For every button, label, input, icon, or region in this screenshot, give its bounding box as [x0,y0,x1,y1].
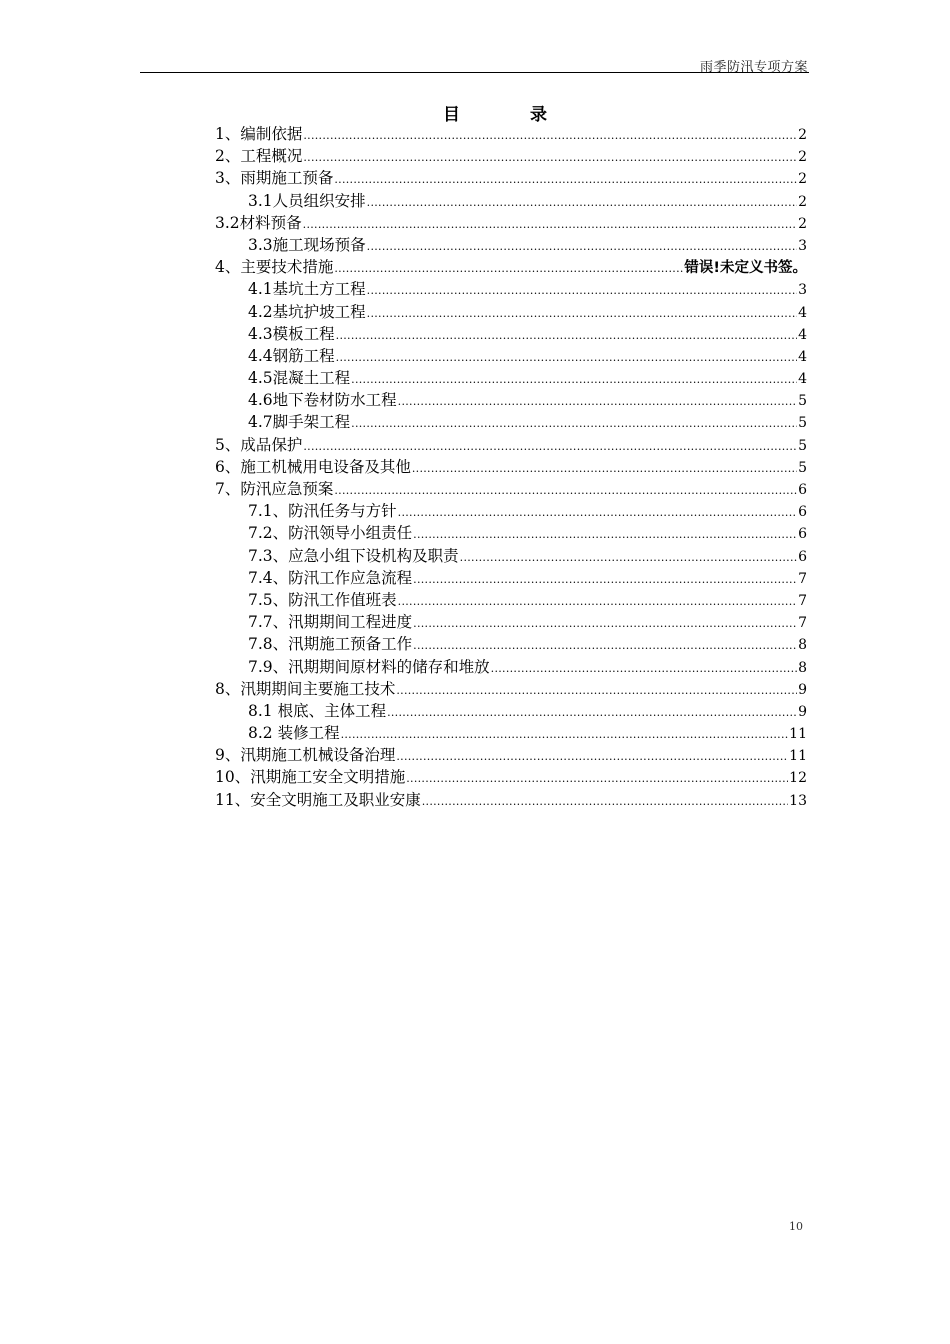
toc-entry[interactable] [215,633,807,655]
toc-entry-page: 5 [798,415,807,432]
toc-dot-leader [412,458,797,480]
toc-dot-leader [303,436,797,458]
toc-entry-label: 7.8、汛期施工预备工作 [248,635,413,654]
toc-entry[interactable] [215,478,807,500]
toc-entry-page: 8 [798,659,807,676]
toc-dot-leader [336,347,797,369]
toc-entry[interactable] [215,656,807,678]
toc-entry[interactable] [215,766,807,788]
toc-dot-leader [396,746,788,768]
toc-entry-label: 8.2 装修工程 [248,724,340,743]
toc-entry-page: 6 [798,504,807,521]
toc-entry-page: 5 [798,459,807,476]
toc-entry[interactable] [215,389,807,411]
toc-entry[interactable] [215,323,807,345]
toc-entry-label: 4、主要技术措施 [215,258,334,277]
toc-entry-page: 13 [789,792,807,809]
toc-entry-label: 7.2、防汛领导小组责任 [248,524,413,543]
toc-entry-page: 12 [789,770,807,787]
toc-entry-page: 7 [798,592,807,609]
toc-entry-page: 6 [798,526,807,543]
toc-entry[interactable] [215,456,807,478]
toc-entry[interactable] [215,190,807,212]
toc-entry[interactable] [215,278,807,300]
toc-entry-label: 3.1人员组织安排 [248,191,366,210]
toc-dot-leader [334,480,797,502]
toc-dot-leader [367,303,797,325]
toc-entry-label: 4.2基坑护坡工程 [248,302,366,321]
toc-dot-leader [398,502,797,524]
document-header-title: 雨季防汛专项方案 [699,60,808,75]
toc-entry[interactable] [215,700,807,722]
toc-dot-leader [406,768,788,790]
toc-dot-leader [398,391,797,413]
toc-entry-page: 3 [798,282,807,299]
toc-entry-label: 7.1、防汛任务与方针 [248,502,397,521]
toc-entry-page: 5 [798,393,807,410]
toc-dot-leader [460,547,797,569]
toc-dot-leader [413,569,797,591]
toc-dot-leader [303,214,797,236]
toc-entry-page: 11 [789,748,807,765]
toc-dot-leader [367,192,797,214]
toc-entry-page: 2 [798,127,807,143]
toc-entry[interactable] [215,367,807,389]
toc-entry-label: 9、汛期施工机械设备治理 [215,746,396,765]
toc-entry-page: 9 [798,681,807,698]
toc-entry[interactable] [215,500,807,522]
toc-entry-label: 4.5混凝土工程 [248,369,351,388]
toc-entry-page: 7 [798,615,807,632]
toc-entry[interactable] [215,411,807,433]
toc-entry-label: 3、雨期施工预备 [215,169,334,188]
toc-entry-page: 4 [798,371,807,388]
toc-entry-label: 2、工程概况 [215,147,303,166]
toc-entry[interactable] [215,722,807,744]
toc-dot-leader [367,280,797,302]
toc-entry-page: 9 [798,703,807,720]
toc-entry-label: 5、成品保护 [215,435,303,454]
toc-entry[interactable] [215,256,807,278]
toc-entry-label: 7.4、防汛工作应急流程 [248,568,413,587]
toc-dot-leader [336,325,797,347]
toc-dot-leader [413,635,797,657]
toc-entry-page: 5 [798,437,807,454]
toc-entry-label: 4.4钢筋工程 [248,346,335,365]
toc-entry-page: 2 [798,171,807,188]
toc-entry-label: 4.7脚手架工程 [248,413,351,432]
toc-entry[interactable] [215,167,807,189]
toc-entry-label: 4.6地下卷材防水工程 [248,391,397,410]
toc-dot-leader [413,524,797,546]
toc-entry-page: 2 [798,149,807,166]
toc-entry[interactable] [215,678,807,700]
toc-entry[interactable] [215,434,807,456]
toc-entry-page: 6 [798,482,807,498]
toc-dot-leader [303,125,797,147]
toc-entry-page: 6 [798,548,807,565]
toc-entry-label: 10、汛期施工安全文明措施 [215,768,406,787]
toc-dot-leader [413,613,797,635]
toc-entry-page: 2 [798,215,807,232]
header-divider [140,72,809,73]
toc-entry-label: 7.5、防汛工作值班表 [248,590,397,609]
toc-entry[interactable] [215,123,807,145]
toc-dot-leader [491,658,797,680]
toc-entry-page: 11 [789,726,807,743]
toc-entry[interactable] [215,522,807,544]
toc-entry-label: 11、安全文明施工及职业安康 [215,790,421,809]
toc-dot-leader [396,680,797,702]
toc-entry-label: 6、施工机械用电设备及其他 [215,457,411,476]
toc-title [0,100,950,125]
toc-entry[interactable] [215,744,807,766]
toc-entry-page: 8 [798,637,807,654]
toc-dot-leader [367,236,797,258]
toc-entry-label: 3.2材料预备 [215,213,302,232]
toc-entry-label: 8.1 根底、主体工程 [248,701,387,720]
toc-entry[interactable] [215,611,807,633]
toc-entry[interactable] [215,545,807,567]
toc-dot-leader [422,791,788,813]
toc-entry[interactable] [215,567,807,589]
toc-entry-page: 3 [798,237,807,254]
toc-entry-page: 4 [798,348,807,365]
toc-entry-page: 7 [798,570,807,587]
toc-entry[interactable] [215,145,807,167]
page-number: 10 [789,1220,803,1233]
toc-dot-leader [351,369,797,391]
toc-entry-label: 4.1基坑土方工程 [248,280,366,299]
toc-entry[interactable] [215,301,807,323]
toc-title-left: 目 [443,105,460,125]
toc-dot-leader [341,724,789,746]
toc-dot-leader [303,147,797,169]
toc-entry-page: 2 [798,193,807,210]
toc-entry-bookmark-error: 错误!未定义书签。 [684,260,807,277]
toc-dot-leader [334,169,797,191]
toc-entry-label: 7.3、应急小组下设机构及职责 [248,546,459,565]
toc-entry[interactable] [215,589,807,611]
toc-dot-leader [387,702,797,724]
table-of-contents [215,123,807,811]
toc-entry-page: 4 [798,326,807,343]
toc-entry-label: 7.7、汛期期间工程进度 [248,613,413,632]
toc-entry-label: 8、汛期期间主要施工技术 [215,679,396,698]
toc-entry-label: 4.3模板工程 [248,324,335,343]
toc-entry-label: 7.9、汛期期间原材料的储存和堆放 [248,657,490,676]
toc-entry[interactable] [215,212,807,234]
toc-entry-label: 7、防汛应急预案 [215,480,334,498]
toc-entry[interactable] [215,789,807,811]
toc-title-right: 录 [530,105,547,125]
toc-dot-leader [334,258,683,280]
toc-entry[interactable] [215,234,807,256]
toc-entry-label: 3.3施工现场预备 [248,235,366,254]
toc-dot-leader [398,591,797,613]
toc-entry-label: 1、编制依据 [215,125,303,143]
toc-entry[interactable] [215,345,807,367]
toc-dot-leader [351,413,797,435]
toc-entry-page: 4 [798,304,807,321]
